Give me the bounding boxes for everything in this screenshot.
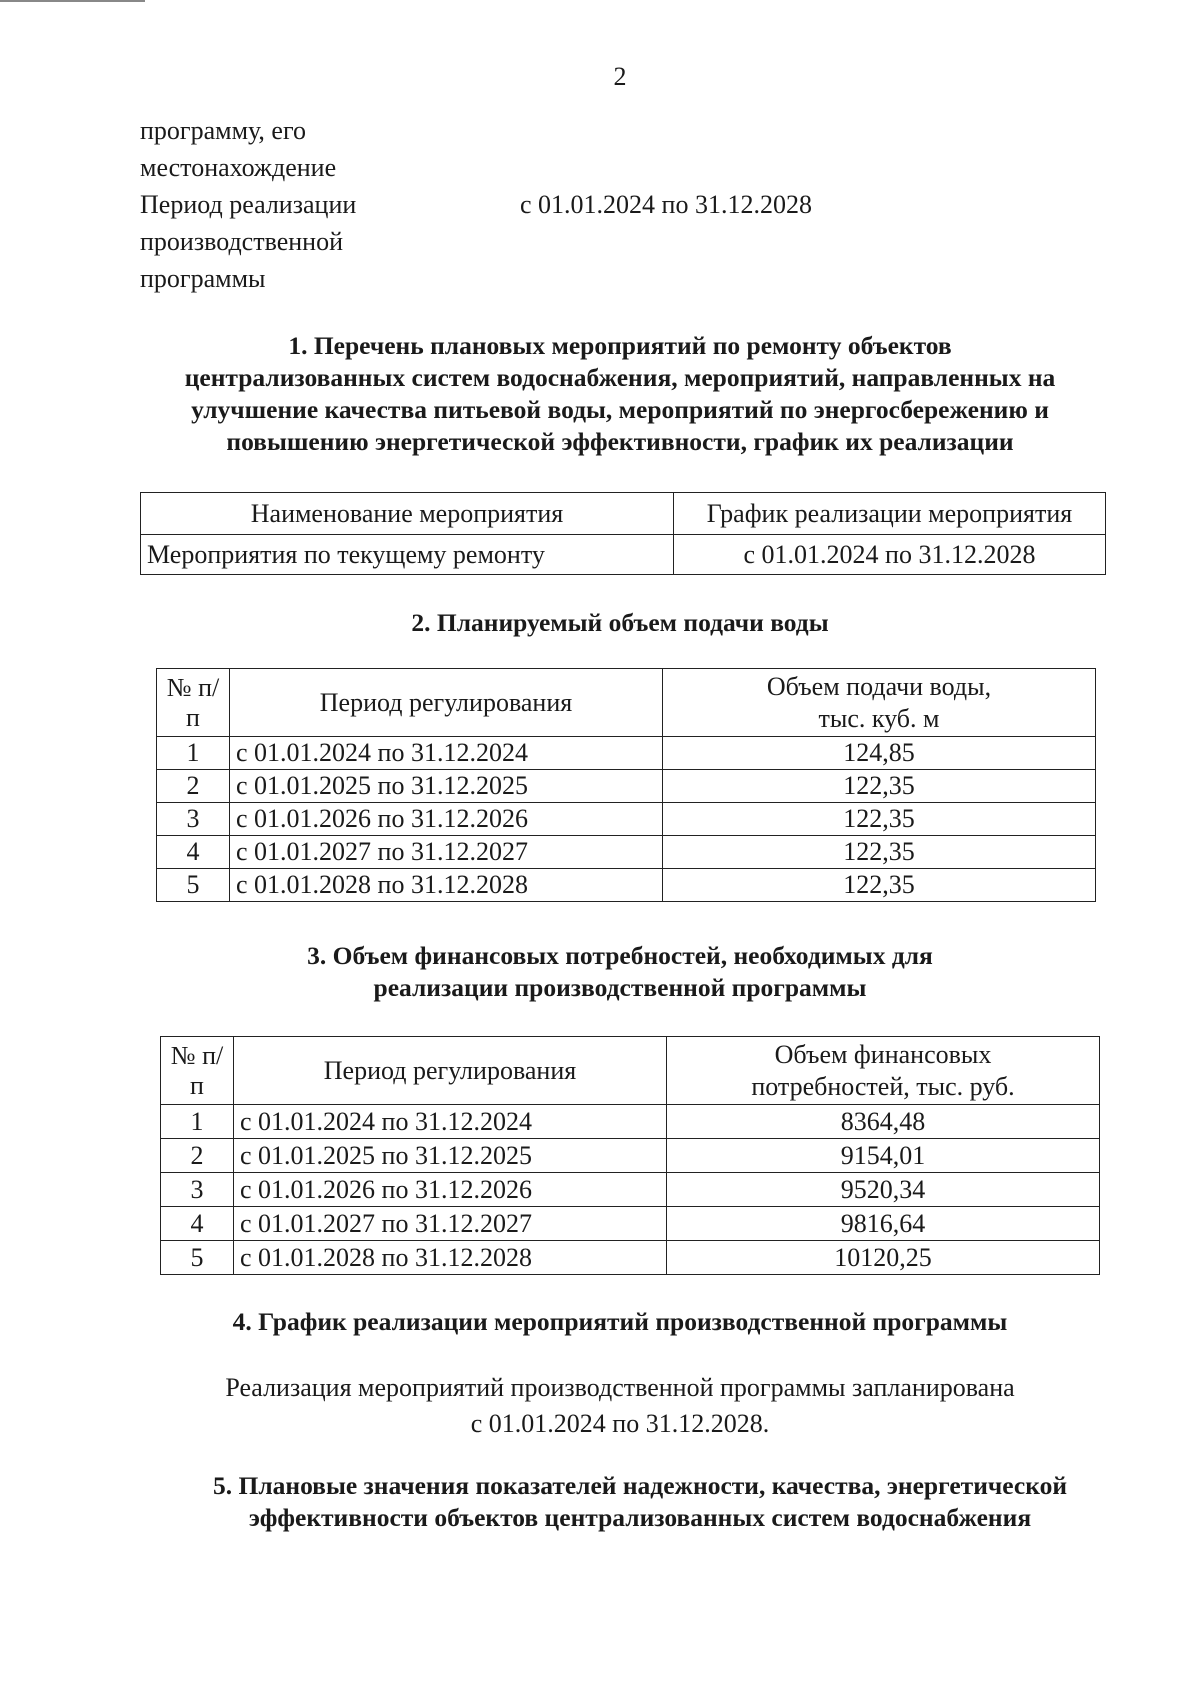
header-line: тыс. куб. м xyxy=(818,703,940,733)
text-line: Реализация мероприятий производственной программы запланирована xyxy=(225,1373,1015,1402)
section1-table xyxy=(140,492,1106,575)
row-number: 3 xyxy=(157,803,230,836)
period-cell: с 01.01.2024 по 31.12.2024 xyxy=(230,737,663,770)
table-row xyxy=(157,836,1096,869)
value-cell: 122,35 xyxy=(663,836,1096,869)
section2-title: 2. Планируемый объем подачи воды xyxy=(411,608,829,637)
section1-title xyxy=(130,330,1110,458)
page-number: 2 xyxy=(613,62,627,91)
table-row xyxy=(161,1105,1100,1139)
period-cell: с 01.01.2026 по 31.12.2026 xyxy=(230,803,663,836)
row-number: 5 xyxy=(161,1241,234,1275)
value-cell: 122,35 xyxy=(663,803,1096,836)
section2-table xyxy=(156,668,1096,902)
value-cell: 122,35 xyxy=(663,770,1096,803)
row-number: 1 xyxy=(157,737,230,770)
period-cell: с 01.01.2027 по 31.12.2027 xyxy=(234,1207,667,1241)
table-row xyxy=(161,1173,1100,1207)
value-cell: 9816,64 xyxy=(667,1207,1100,1241)
table-row xyxy=(157,869,1096,902)
section4-title: 4. График реализации мероприятий производственной программы xyxy=(232,1307,1008,1336)
table-header: Период регулирования xyxy=(234,1037,667,1105)
table-header: № п/п xyxy=(157,669,230,737)
value-cell: 9520,34 xyxy=(667,1173,1100,1207)
period-cell: с 01.01.2028 по 31.12.2028 xyxy=(234,1241,667,1275)
row-number: 4 xyxy=(157,836,230,869)
table-row xyxy=(161,1139,1100,1173)
period-cell: с 01.01.2027 по 31.12.2027 xyxy=(230,836,663,869)
period-cell: с 01.01.2024 по 31.12.2024 xyxy=(234,1105,667,1139)
period-cell: с 01.01.2025 по 31.12.2025 xyxy=(230,770,663,803)
intro-line: производственной xyxy=(140,227,343,256)
row-number: 3 xyxy=(161,1173,234,1207)
period-value: с 01.01.2024 по 31.12.2028 xyxy=(520,190,812,219)
header-line: Объем подачи воды, xyxy=(766,671,992,701)
row-number: 5 xyxy=(157,869,230,902)
section3-table xyxy=(160,1036,1100,1275)
section3-title xyxy=(130,940,1110,1004)
table-row xyxy=(157,770,1096,803)
table-header xyxy=(667,1037,1100,1105)
table-header xyxy=(663,669,1096,737)
scan-edge-line xyxy=(0,0,145,2)
table-header: № п/п xyxy=(161,1037,234,1105)
title-line: повышению энергетической эффективности, график их реализации xyxy=(226,427,1014,456)
period-cell: с 01.01.2028 по 31.12.2028 xyxy=(230,869,663,902)
title-line: улучшение качества питьевой воды, мероприятий по энергосбережению и xyxy=(191,395,1049,424)
text-line: с 01.01.2024 по 31.12.2028. xyxy=(470,1409,770,1438)
table-cell: Мероприятия по текущему ремонту xyxy=(141,535,674,575)
row-number: 2 xyxy=(161,1139,234,1173)
title-line: 1. Перечень плановых мероприятий по ремонту объектов xyxy=(288,331,952,360)
value-cell: 9154,01 xyxy=(667,1139,1100,1173)
period-cell: с 01.01.2026 по 31.12.2026 xyxy=(234,1173,667,1207)
table-header: Период регулирования xyxy=(230,669,663,737)
table-row xyxy=(161,1241,1100,1275)
header-line: Объем финансовых xyxy=(774,1039,992,1069)
value-cell: 124,85 xyxy=(663,737,1096,770)
table-header: График реализации мероприятия xyxy=(674,493,1106,535)
row-number: 2 xyxy=(157,770,230,803)
intro-line: Период реализации xyxy=(140,190,357,219)
section5-title xyxy=(140,1470,1140,1534)
period-cell: с 01.01.2025 по 31.12.2025 xyxy=(234,1139,667,1173)
title-line: централизованных систем водоснабжения, мероприятий, направленных на xyxy=(184,363,1056,392)
section4-text xyxy=(130,1370,1110,1442)
title-line: реализации производственной программы xyxy=(373,973,867,1002)
table-header: Наименование мероприятия xyxy=(141,493,674,535)
intro-line: местонахождение xyxy=(140,153,337,182)
intro-line: программы xyxy=(140,264,266,293)
value-cell: 122,35 xyxy=(663,869,1096,902)
title-line: 3. Объем финансовых потребностей, необходимых для xyxy=(307,941,933,970)
row-number: 1 xyxy=(161,1105,234,1139)
table-row xyxy=(157,737,1096,770)
table-row xyxy=(161,1207,1100,1241)
table-cell: с 01.01.2024 по 31.12.2028 xyxy=(674,535,1106,575)
title-line: 5. Плановые значения показателей надежности, качества, энергетической xyxy=(212,1471,1068,1500)
header-line: потребностей, тыс. руб. xyxy=(751,1071,1015,1101)
table-row xyxy=(157,803,1096,836)
value-cell: 10120,25 xyxy=(667,1241,1100,1275)
title-line: эффективности объектов централизованных систем водоснабжения xyxy=(248,1503,1032,1532)
table-row xyxy=(141,535,1106,575)
row-number: 4 xyxy=(161,1207,234,1241)
intro-line: программу, его xyxy=(140,116,306,145)
value-cell: 8364,48 xyxy=(667,1105,1100,1139)
